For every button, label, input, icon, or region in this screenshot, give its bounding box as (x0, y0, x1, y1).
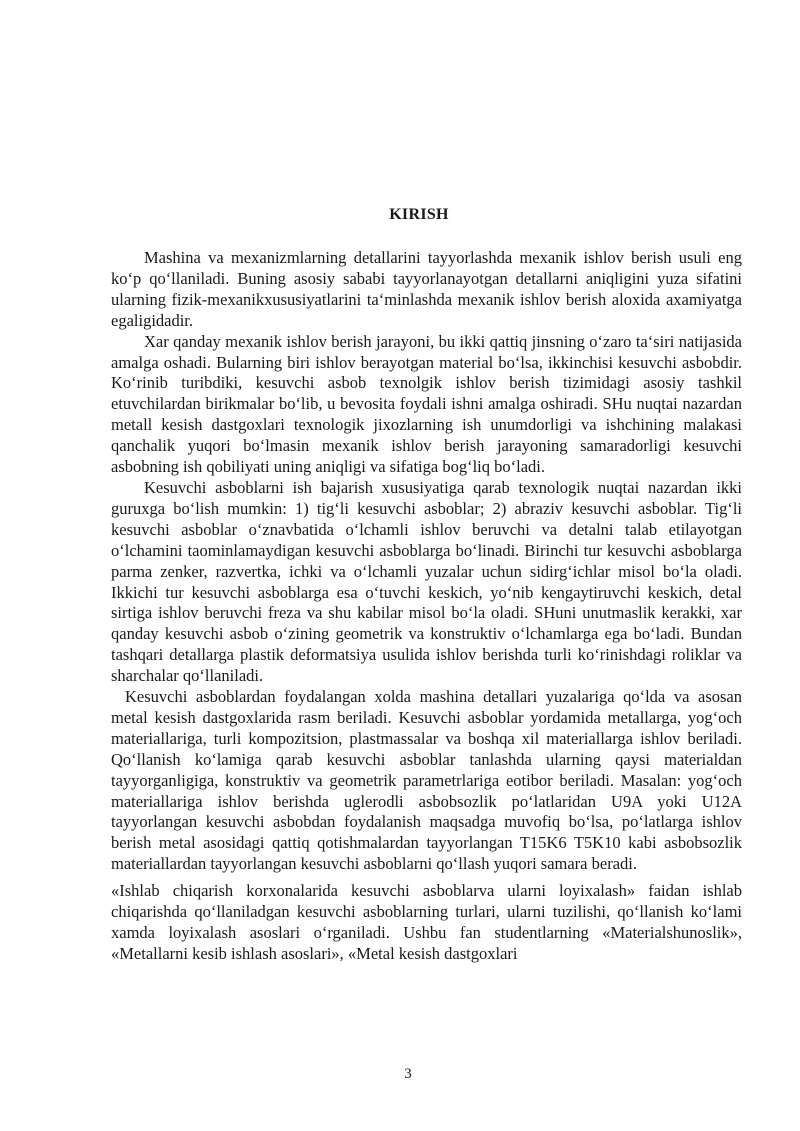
paragraph-3: Kesuvchi asboblarni ish bajarish xususiyatiga qarab texnologik nuqtai nazardan ikki guruxga bo‘lish mumkin: 1) tig‘li kesuvchi asboblar; 2) abraziv kesuvchi asboblar. Tig‘li kesuvchi asboblar o‘znavbatida o‘lchamli ishlov beruvchi va detalni talab etilayotgan o‘lchamini taominlamaydigan kesuvchi asboblarga bo‘linadi. Birinchi tur kesuvchi asboblarga parma zenker, razvertka, ichki va o‘lchamli yuzalar uchun sidirg‘ichlar misol bo‘la oladi. Ikkichi tur kesuvchi asboblarga esa o‘tuvchi keskich, yo‘nib kengaytiruvchi keskich, detal sirtiga ishlov beruvchi freza va shu kabilar misol bo‘la oladi. SHuni unutmaslik kerakki, xar qanday kesuvchi asbob o‘zining geometrik va konstruktiv o‘lchamlarga ega bo‘ladi. Bundan tashqari detallarga plastik deformatsiya usulida ishlov berishda turli ko‘rinishdagi roliklar va sharchalar qo‘llaniladi. (111, 477, 742, 686)
page-number: 3 (404, 1066, 412, 1082)
page-title: KIRISH (389, 206, 449, 223)
paragraph-1: Mashina va mexanizmlarning detallarini tayyorlashda mexanik ishlov berish usuli eng ko‘p qo‘llaniladi. Buning asosiy sababi tayyorlanayotgan detallarni aniqligini yuza sifatini ularning fizik-mexanikxususiyatlarini ta‘minlashda mexanik ishlov berish aloxida axamiyatga egaligidadir. (111, 248, 742, 330)
paragraph-5: «Ishlab chiqarish korxonalarida kesuvchi asboblarva ularni loyixalash» faidan ishlab chiqarishda qo‘llaniladgan kesuvchi asboblarning turlari, ularni tuzilishi, qo‘llanish ko‘lami xamda loyixalash asoslari o‘rganiladi. Ushbu fan studentlarning «Materialshunoslik», «Metallarni kesib ishlash asoslari», «Metal kesish dastgoxlari (111, 881, 742, 963)
paragraph-4: Kesuvchi asboblardan foydalangan xolda mashina detallari yuzalariga qo‘lda va asosan metal kesish dastgoxlarida rasm beriladi. Kesuvchi asboblar yordamida metallarga, yog‘och materiallariga, turli kompozitsion, plastmassalar va boshqa xil materiallarga ishlov beriladi. Qo‘llanish ko‘lamiga qarab kesuvchi asboblar tanlashda ularning qaysi materialdan tayyorganligiga, konstruktiv va geometrik parametrlariga eotibor beriladi. Masalan: yog‘och materiallariga ishlov berishda uglerodli asbobsozlik po‘latlaridan U9A yoki U12A tayyorlangan kesuvchi asbobdan foydalanish maqsadga muvofiq bo‘lsa, po‘latlarga ishlov berish metal asosidagi qattiq qotishmalardan tayyorlangan T15K6 T5K10 kabi asbobsozlik materiallardan tayyorlangan kesuvchi asboblarni qo‘llash yuqori samara beradi. (111, 687, 742, 874)
document-body (111, 248, 742, 965)
paragraph-2: Xar qanday mexanik ishlov berish jarayoni, bu ikki qattiq jinsning o‘zaro ta‘siri natijasida amalga oshadi. Bularning biri ishlov berayotgan material bo‘lsa, ikkinchisi kesuvchi asbobdir. Ko‘rinib turibdiki, kesuvchi asbob texnolgik ishlov berish tizimidagi asosiy tashkil etuvchilardan birikmalar bo‘lib, u bevosita foydali ishni amalga oshiradi. SHu nuqtai nazardan metall kesish dastgoxlari texnologik jixozlarning ish unumdorligi va ishchining malakasi qanchalik yuqori bo‘lmasin mexanik ishlov berish jarayoning samaradorligi kesuvchi asbobning ish qobiliyati uning aniqligi va sifatiga bog‘liq bo‘ladi. (111, 331, 742, 477)
